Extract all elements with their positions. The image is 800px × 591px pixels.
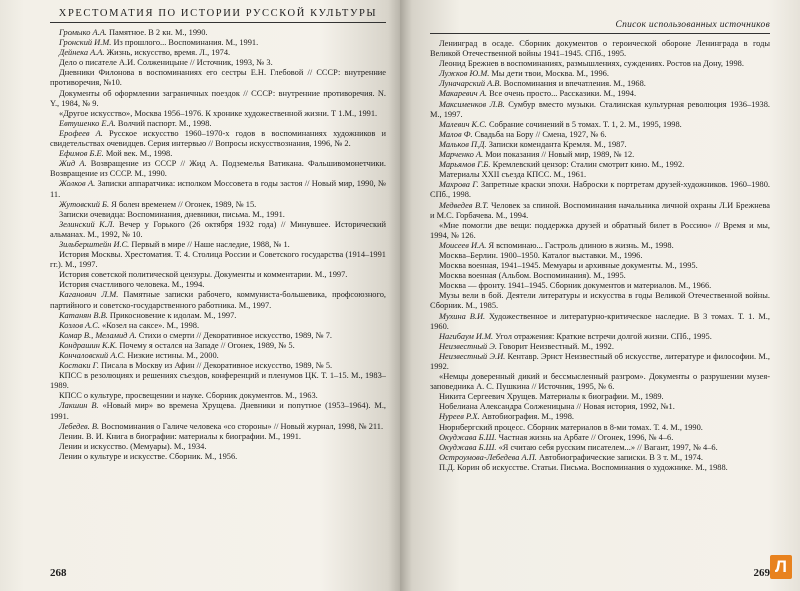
bibliography-entry <box>50 220 386 240</box>
entry-text: Памятное. В 2 кн. М., 1990. <box>106 28 208 37</box>
bibliography-entry <box>430 372 770 392</box>
entry-author: Махрова Г. <box>439 180 479 190</box>
bibliography-entry <box>50 89 386 109</box>
entry-author: Моисеев И.А. <box>439 240 487 250</box>
bibliography-entry <box>50 341 386 351</box>
entry-text: Говорит Неизвестный. М., 1992. <box>496 341 614 351</box>
bibliography-entry <box>430 312 770 332</box>
bibliography-entry <box>430 170 770 180</box>
entry-author: Ефимов Б.Е. <box>59 149 104 159</box>
entry-author: Максименков Л.В. <box>439 99 505 109</box>
entry-author: Комар В., Меламид А. <box>59 330 137 340</box>
entry-text: Музы вели в бой. Деятели литературы и искусства в годы Великой Отечественной войны. Сборник. М., 1985. <box>430 291 770 311</box>
entry-text: Ленин и искусство. (Мемуары). М., 1934. <box>59 441 207 451</box>
bibliography-entry <box>50 280 386 290</box>
entry-author: Макаревич А. <box>439 89 487 99</box>
bibliography-entry <box>50 321 386 331</box>
entry-author: Кончаловский А.С. <box>59 351 126 360</box>
entry-text: Ленинград в осаде. Сборник документов о героической обороне Ленинграда в годы Великой Отечественной войны 1941–1945. СПб., 1995. <box>430 39 770 59</box>
entry-text: Свадьба на Бору // Смена, 1927, № 6. <box>472 129 607 139</box>
entry-text: Автобиография. М., 1998. <box>479 412 575 422</box>
bibliography-entry <box>50 179 386 199</box>
bibliography-entry <box>50 58 386 68</box>
page-number: 268 <box>50 567 67 579</box>
bibliography-entry <box>430 281 770 291</box>
bibliography-entry <box>430 412 770 422</box>
entry-text: Воспоминания и впечатления. М., 1968. <box>501 79 646 89</box>
bibliography-entry <box>430 160 770 170</box>
entry-author: Остроумова-Лебедева А.П. <box>439 452 537 462</box>
bibliography-list <box>50 28 386 462</box>
bibliography-entry <box>430 261 770 271</box>
bibliography-entry <box>50 442 386 452</box>
entry-author: Катанян В.В. <box>59 310 108 320</box>
bibliography-entry <box>430 271 770 281</box>
bibliography-entry <box>50 311 386 321</box>
bibliography-entry <box>50 371 386 391</box>
bibliography-entry <box>430 79 770 89</box>
entry-text: Дело о писателе А.И. Солженицыне // Источник, 1993, № 3. <box>59 58 273 68</box>
entry-text: Сумбур вместо музыки. Сталинская культурная революция 1936–1938. М., 1997. <box>430 99 770 119</box>
entry-author: Лебедев. В. <box>59 421 100 431</box>
entry-text: Угол отражения: Краткие встречи долгой жизни. СПб., 1995. <box>493 331 712 341</box>
entry-text: Материалы XXII съезда КПСС. М., 1961. <box>439 170 587 180</box>
entry-author: Окуджава Б.Ш. <box>439 442 497 452</box>
entry-text: История Москвы. Хрестоматия. Т. 4. Столица России и Советского государства (1914–1991 гг.). М., 1997. <box>50 250 386 270</box>
entry-author: Костаки Г. <box>59 361 99 371</box>
bibliography-entry <box>50 149 386 159</box>
right-page <box>400 0 800 591</box>
bibliography-entry <box>430 140 770 150</box>
entry-text: «Я считаю себя русским писателем...» // Вагант, 1997, № 4–6. <box>496 442 718 452</box>
entry-text: Русское искусство 1960–1970-х годов в воспоминаниях художников и свидетельствах очевидцев. Серия интервью // Вопросы искусствознания, 1996, № 2. <box>50 128 386 149</box>
bibliography-entry <box>430 69 770 79</box>
entry-text: Возвращение из СССР // Жид А. Подземелья Ватикана. Фальшивомонетчики. Возвращение из СССР. М., 1990. <box>50 159 387 179</box>
entry-author: Козлов А.С. <box>59 320 100 330</box>
running-head: ХРЕСТОМАТИЯ ПО ИСТОРИИ РУССКОЙ КУЛЬТУРЫ <box>50 8 386 23</box>
entry-text: История советской политической цензуры. Документы и комментарии. М., 1997. <box>59 270 348 280</box>
bibliography-entry <box>50 391 386 401</box>
entry-text: Я вспоминаю... Гастроль длиною в жизнь. М., 1998. <box>486 240 674 250</box>
entry-author: Неизвестный Э.И. <box>439 351 506 361</box>
bibliography-entry <box>50 240 386 250</box>
entry-text: Из прошлого... Воспоминания. М., 1991. <box>111 38 259 48</box>
entry-text: Стихи о смерти // Декоративное искусство, 1989, № 7. <box>136 330 332 340</box>
entry-text: Ленин о культуре и искусстве. Сборник. М., 1956. <box>59 451 238 461</box>
entry-text: Ленин. В. И. Книга в биографии: материалы к биографии. М., 1991. <box>59 431 301 441</box>
entry-text: Леонид Брежнев в воспоминаниях, размышлениях, суждениях. Ростов на Дону, 1998. <box>439 59 744 69</box>
bibliography-entry <box>50 119 386 129</box>
bibliography-entry <box>50 432 386 442</box>
entry-text: Воспоминания о Галиче человека «со стороны» // Новый журнал, 1998, № 211. <box>99 421 384 431</box>
bibliography-entry <box>430 423 770 433</box>
entry-text: Памятные записки рабочего, коммуниста-большевика, профсоюзного, партийного и советско-государственного работника. М., 1997. <box>50 290 386 310</box>
entry-text: Москва — фронту. 1941–1945. Сборник документов и материалов. М., 1966. <box>439 281 712 291</box>
bibliography-entry <box>50 361 386 371</box>
bibliography-entry <box>430 150 770 160</box>
entry-text: «Мне помогли две вещи: поддержка друзей и обратный билет в Россию» // Время и мы, 1994, № 126. <box>430 220 770 240</box>
entry-text: Художественное и литературно-критическое наследие. В 3 томах. Т. 1. М., 1960. <box>430 311 770 331</box>
entry-author: Жутовский Б. <box>59 199 110 209</box>
entry-author: Ерофеев А. <box>59 128 103 138</box>
entry-author: Кондрашин К.К. <box>59 340 118 350</box>
bibliography-entry <box>50 48 386 58</box>
bibliography-entry <box>430 39 770 59</box>
bibliography-entry <box>430 392 770 402</box>
bibliography-entry <box>50 109 386 119</box>
entry-author: Медведев В.Т. <box>439 200 489 210</box>
bibliography-entry <box>430 453 770 463</box>
entry-text: Москва военная, 1941–1945. Мемуары и архивные документы. М., 1995. <box>439 261 698 271</box>
entry-author: Малевич К.С. <box>439 119 487 129</box>
entry-author: Окуджава Б.Ш. <box>439 432 497 442</box>
entry-text: Мы дети твои, Москва. М., 1996. <box>489 69 609 79</box>
entry-text: Записки аппаратчика: исполком Моссовета в годы застоя // Новый мир, 1990, № 11. <box>50 179 386 199</box>
entry-text: Записки коменданта Кремля. М., 1987. <box>486 139 627 149</box>
entry-text: Я болен временем // Огонек, 1989, № 15. <box>109 199 257 209</box>
entry-text: Частная жизнь на Арбате // Огонек, 1996, № 4–6. <box>496 432 674 442</box>
entry-text: Мой век. М., 1998. <box>103 149 173 159</box>
entry-text: Писала в Москву из Афин // Декоративное искусство, 1989, № 5. <box>98 361 333 371</box>
entry-author: Марченко А. <box>439 150 484 160</box>
entry-author: Мухина В.И. <box>439 311 486 321</box>
bibliography-entry <box>430 463 770 473</box>
bibliography-entry <box>430 89 770 99</box>
entry-text: Автобиографические записки. В 3 т. М., 1974. <box>536 452 703 462</box>
bibliography-entry <box>50 210 386 220</box>
bibliography-entry <box>430 342 770 352</box>
entry-author: Мальков П.Д. <box>439 139 487 149</box>
entry-text: Кентавр. Эрнст Неизвестный об искусстве, литературе и философии. М., 1992. <box>430 351 770 371</box>
entry-text: Запретные краски эпохи. Наброски к портретам друзей-художников. 1960–1980. СПб., 1998. <box>430 180 770 200</box>
bibliography-entry <box>430 180 770 200</box>
entry-author: Гронский И.М. <box>59 38 112 48</box>
bibliography-entry <box>430 221 770 241</box>
bibliography-entry <box>50 290 386 310</box>
entry-author: Луначарский А.В. <box>439 79 502 89</box>
entry-text: Почему я остался на Западе // Огонек, 1989, № 5. <box>117 340 295 350</box>
bibliography-entry <box>50 68 386 88</box>
entry-author: Нагибаум И.М. <box>439 331 494 341</box>
bibliography-entry <box>430 201 770 221</box>
entry-text: «Другое искусство», Москва 1956–1976. К хронике художественной жизни. Т 1.М., 1991. <box>59 108 378 118</box>
entry-text: Низкие истины. М., 2000. <box>125 351 219 360</box>
entry-text: Вечер у Горького (26 октября 1932 года) // Минувшее. Исторический альманах. М., 1992, № 10. <box>50 219 386 239</box>
entry-author: Дейнека А.А. <box>59 48 105 58</box>
entry-text: Первый в мире // Наше наследие, 1988, № 1. <box>129 239 290 249</box>
entry-author: Каганович Л.М. <box>59 290 119 300</box>
bibliography-entry <box>50 401 386 421</box>
entry-author: Марьямов Г.Б. <box>439 160 491 170</box>
entry-text: Записки очевидца: Воспоминания, дневники, письма. М., 1991. <box>59 209 285 219</box>
entry-text: Прикосновение к идолам. М., 1997. <box>107 310 237 320</box>
bibliography-entry <box>50 331 386 341</box>
bibliography-entry <box>50 38 386 48</box>
bibliography-entry <box>430 402 770 412</box>
entry-text: Москва–Берлин. 1900–1950. Каталог выставки. М., 1996. <box>439 250 643 260</box>
publisher-logo-icon: Л <box>770 555 792 579</box>
entry-text: Жизнь, искусство, время. Л., 1974. <box>104 48 231 58</box>
entry-text: КПСС в резолюциях и решениях съездов, конференций и пленумов ЦК. Т. 1–15. М., 1983–1989. <box>50 371 386 391</box>
entry-text: Волчий паспорт. М., 1998. <box>115 118 212 128</box>
entry-text: П.Д. Корин об искусстве. Статьи. Письма. Воспоминания о художнике. М., 1988. <box>439 462 728 472</box>
entry-author: Малов Ф. <box>439 129 473 139</box>
bibliography-entry <box>430 241 770 251</box>
bibliography-entry <box>50 422 386 432</box>
entry-text: Кремлевский цензор: Сталин смотрит кино. М., 1992. <box>490 160 685 170</box>
entry-text: «Немцы доверенный дикий и бессмысленный разгром». Документы о разрушении музея-заповедника А. С. Пушкина // Источник, 1995, № 6. <box>430 372 770 392</box>
bibliography-entry <box>50 129 386 149</box>
entry-text: Документы об оформлении заграничных поездок // СССР: внутренние противоречия. N. Y., 1984, № 9. <box>50 88 386 108</box>
entry-author: Евтушенко Е.А. <box>59 118 116 128</box>
entry-text: История счастливого человека. М., 1994. <box>59 280 205 290</box>
entry-text: Нюрнбергский процесс. Сборник материалов в 8-ми томах. Т. 4. М., 1990. <box>439 422 703 432</box>
bibliography-entry <box>430 332 770 342</box>
entry-text: Мои показания // Новый мир, 1989, № 12. <box>483 150 635 160</box>
entry-author: Громыко А.А. <box>59 28 107 37</box>
bibliography-entry <box>430 120 770 130</box>
bibliography-entry <box>50 452 386 462</box>
bibliography-list <box>430 39 770 473</box>
page-number: 269 <box>753 567 770 579</box>
entry-author: Нуреев Р.Х. <box>439 412 480 422</box>
entry-text: «Козел на саксе». М., 1998. <box>99 320 200 330</box>
bibliography-entry <box>50 270 386 280</box>
bibliography-entry <box>430 291 770 311</box>
bibliography-entry <box>430 100 770 120</box>
entry-text: Все очень просто... Рассказики. М., 1994. <box>486 89 637 99</box>
entry-text: Нобелиана Александра Солженицына // Новая история, 1992, №1. <box>439 402 675 412</box>
entry-text: «Новый мир» во времена Хрущева. Дневники и попутное (1953–1964). М., 1991. <box>50 401 387 421</box>
entry-author: Зильберштейн И.С. <box>59 239 130 249</box>
entry-text: Дневники Филонова в воспоминаниях его сестры Е.Н. Глебовой // СССР: внутренние противоречия, №10. <box>50 68 386 88</box>
entry-text: КПСС о культуре, просвещении и науке. Сборник документов. М., 1963. <box>59 391 318 401</box>
entry-text: Москва военная (Альбом. Воспоминания). М., 1995. <box>439 271 626 281</box>
bibliography-entry <box>430 443 770 453</box>
bibliography-entry <box>430 433 770 443</box>
entry-text: Собрание сочинений в 5 томах. Т. 1, 2. М., 1995, 1998. <box>486 119 682 129</box>
entry-author: Неизвестный Э. <box>439 341 497 351</box>
bibliography-entry <box>50 250 386 270</box>
bibliography-entry <box>430 251 770 261</box>
running-head: Список использованных источников <box>430 8 770 34</box>
entry-author: Жид А. <box>59 159 87 169</box>
bibliography-entry <box>430 352 770 372</box>
entry-author: Зелинский К.Л. <box>59 219 115 229</box>
entry-text: Человек за спиной. Воспоминания начальника личной охраны Л.И Брежнева и М.С. Горбачева. М., 1994. <box>430 200 771 220</box>
bibliography-entry <box>430 59 770 69</box>
bibliography-entry <box>50 159 386 179</box>
entry-text: Никита Сергеевич Хрущев. Материалы к биографии. М., 1989. <box>439 392 664 402</box>
bibliography-entry <box>50 351 386 361</box>
entry-author: Лакшин В. <box>59 401 99 411</box>
bibliography-entry <box>50 28 386 38</box>
entry-author: Лужков Ю.М. <box>439 69 490 79</box>
entry-author: Жолков А. <box>59 179 96 189</box>
bibliography-entry <box>430 130 770 140</box>
bibliography-entry <box>50 200 386 210</box>
